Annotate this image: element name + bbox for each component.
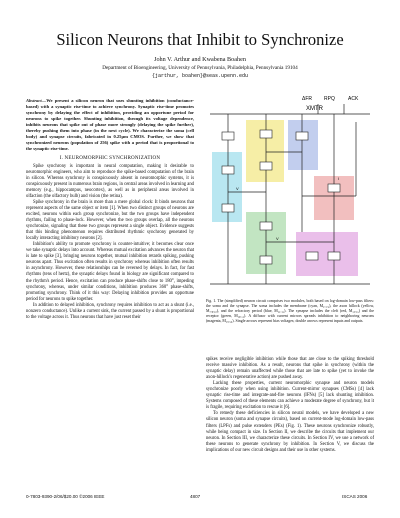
label-vsoma: V: [236, 186, 239, 191]
refractory-region: [288, 120, 318, 170]
neuron-circuit-figure: [206, 92, 374, 292]
label-xmtr: XMTR: [306, 106, 323, 112]
paragraph: Inhibition's ability to promote synchrony is counter-intuitive; it becomes clear once we take synaptic delays into account. Whereas mutual excitation advances the neuron that is late to spike [3], bringing neurons together, mutual inhibition retards spiking, pushing neurons apart. Thus excitation often results in synchrony whereas inhibition often results in asynchrony. However, these relationships can be reversed by delays. In fact, for fast rhythms (tens of hertz), the synaptic delays found in biology are significant compared to the rhythm's period. Hence, excitation can produce phase-shifts close to 180°, impeding synchrony, whereas, under similar conditions, inhibition produces 360° phase-shifts, promoting synchrony. Think of it this way: Delaying inhibition provides an opportune period for neurons to spike together.: [26, 242, 194, 302]
paragraph: To remedy these deficiencies in silicon neural models, we have developed a new silicon neuron (soma and synapse circuits), based on current-mode log-domain low-pass filters (LPFs) and pulse extenders (PEs) (Fig. 1). These neurons synchronize robustly, while being compact in size. In Section II, we describe the circuits that implement our neuron. In Section III, we characterize these circuits. In Section IV, we use a network of these neurons to generate synchrony by inhibition. In Section V, we discuss the implications of our new circuit designs and their use in other systems.: [206, 411, 374, 453]
label-vlpf: V: [276, 236, 279, 241]
paragraph: Spike synchrony in the brain is more than a mere global clock: It binds neurons that represent aspects of the same object or item [1]. When two distinct groups of neurons are excited, neurons within each group synchronize, but the two groups have independent rhythms, failing to phase-lock. However, when the two groups overlap, all the neurons synchronize, signaling that these two groups represent a single object. Evidence suggests that this binding phenomenon requires distributed rhythmic synchrony generated by locally interacting inhibitory neurons [2].: [26, 199, 194, 242]
paper-emails: {jarthur, boahen}@seas.upenn.edu: [151, 73, 248, 79]
paragraph: spikes receive negligible inhibition while those that are close to the spiking threshold receive massive inhibition. As a result, neurons that spike in synchrony (within the synaptic delay) remain unaffected while those that are late to spike (yet to invoke the axon-hillock's regenerative action) are pushed away.: [206, 357, 374, 381]
left-column: [26, 98, 194, 321]
paper-title: Silicon Neurons that Inhibit to Synchronize: [56, 30, 344, 49]
paper-affiliation: Department of Bioengineering, University of Pennsylvania, Philadelphia, Pennsylvania 19104: [102, 65, 298, 71]
label-ack: ACK: [348, 96, 359, 102]
section-heading: I. NEUROMORPHIC SYNCHRONIZATION: [59, 154, 161, 161]
footer-page-number: 4807: [190, 494, 201, 499]
abstract-text: We present a silicon neuron that uses shunting inhibition (conductance-based) with a synaptic rise-time to achieve synchrony. Synaptic rise-time promotes synchrony by delaying the effect of inhibition, providing an opportune period for neurons to spike together. Shunting inhibition, through its voltage dependence, inhibits neurons that spike out of phase more strongly (delaying the spike further), thereby pushing them into phase (in the next cycle). We characterize the soma (cell body) and synapse circuits, fabricated in 0.25µm CMOS. Further, we show that synchronized neurons (population of 256) spike with a period that is proportional to the synaptic rise-time.: [26, 98, 194, 151]
abstract-label: Abstract—: [26, 98, 47, 103]
label-rpq: RPQ: [324, 96, 335, 102]
label-dfr: ΔFR: [302, 96, 313, 102]
footer-venue: ISCAS 2006: [342, 494, 368, 499]
figure-caption: Fig. 1. The (simplified) neuron circuit comprises two modules, both based on log-domain low-pass filters: the soma and the synapse. The soma includes the membrane (cyan, M₁,₃,₅), the axon hillock (yellow, M₇,₈,₁₀), and the refractory period (blue, M₁₁,₁₂). The synapse includes the cleft (red, M₁₃,₁₅) and the receptor (green, M₁₈,₂₁). A diffusor with current mirrors spreads inhibition to neighboring neurons (magenta, M₁₉,₂₀). Single arrows represent bias voltages; double arrows represent inputs and outputs.: [206, 299, 374, 324]
label-ishunt: I: [338, 176, 340, 181]
diffusor-region: [296, 232, 358, 276]
hillock-region: [246, 120, 284, 182]
footer-copyright: 0-7803-9390-2/06/$20.00 ©2006 IEEE: [26, 494, 105, 499]
paragraph: In addition to delayed inhibition, synchrony requires inhibition to act as a shunt (i.e., nonzero conductance). Unlike a current sink, the current passed by a shunt is proportional to the voltage across it. Thus neurons that have just reset their: [26, 302, 194, 320]
paragraph: Lacking these properties, current neuromorphic synapse and neuron models synchronize poorly when using inhibition. Current-mirror synapses (CMSs) [4] lack synaptic rise-time and integrate-and-fire neurons (IFNs) [5] lack shunting inhibition. Systems composed of these elements can achieve a moderate degree of synchrony, but it is fragile, requiring excitation to rescue it [6].: [206, 381, 374, 411]
abstract: [26, 98, 194, 152]
paragraph: Spike synchrony is important in neural computation, making it desirable to neuromorphic engineers, who aim to reproduce the spike-based computation of the brain in silicon. Whereas synchrony is conspicuously absent in neuromorphic systems, it is conspicuously present in numerous brain regions, in central areas involved in learning and memory (e.g., hippocampus, neocortex), as well as in peripheral areas involved in olfaction (the olfactory bulb) and vision (the retina).: [26, 163, 194, 199]
paper-authors: John V. Arthur and Kwabena Boahen: [154, 56, 246, 63]
right-column: [206, 357, 374, 454]
